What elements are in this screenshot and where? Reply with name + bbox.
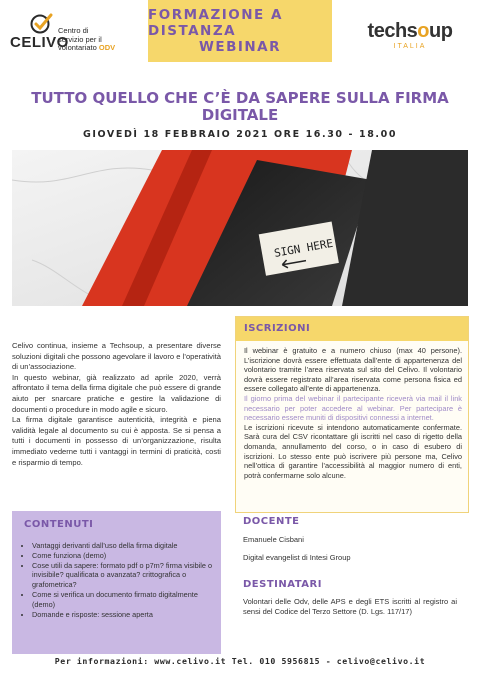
hero-photo — [12, 150, 468, 306]
description-paragraph: Celivo continua, insieme a Techsoup, a presentare diverse soluzioni digitali che possono agevolare il lavoro e l’operatività di un’associazione. — [12, 341, 221, 372]
docente-role: Digital evangelist di Intesi Group — [243, 553, 351, 562]
celivo-logo-icon — [30, 12, 54, 36]
celivo-tagline: Centro di servizio per il volontariato ODV — [58, 26, 116, 52]
contenuti-box — [12, 511, 221, 654]
techsoup-logo — [355, 20, 465, 60]
svg-text:SIGN HERE: SIGN HERE — [273, 236, 335, 260]
destinatari-title: DESTINATARI — [243, 579, 322, 590]
iscrizioni-box — [235, 316, 469, 513]
contenuti-list — [12, 541, 221, 619]
docente-name: Emanuele Cisbani — [243, 535, 304, 544]
contenuti-title: CONTENUTI — [24, 519, 94, 530]
iscrizioni-paragraph: Le iscrizioni ricevute si intendono automaticamente confermate. Sarà cura del CSV ricontattare gli iscritti nel caso di rigetto della domanda, annullamento del corso, o in caso di esubero di iscrizioni. Lo stesso ente può iscrivere più persone ma, Celivo nell’ottica di garantire l’accessibilità al maggior numero di enti, potrà confermarne solo alcune. — [244, 422, 462, 480]
list-item: • Cose utili da sapere: formato pdf o p7m? firma visibile o invisibile? qualificata o avanzata? crittografica o grafometrica? — [32, 561, 221, 590]
event-description — [12, 341, 221, 468]
event-type-banner — [148, 0, 332, 62]
destinatari-text: Volontari delle Odv, delle APS e degli ETS iscritti al registro ai sensi del Codice del Terzo Settore (D. Lgs. 117/17) — [243, 597, 457, 616]
list-item: • Come si verifica un documento firmato digitalmente (demo) — [32, 590, 221, 610]
docente-title: DOCENTE — [243, 516, 300, 527]
description-paragraph: La firma digitale garantisce autenticità, integrità e piena validità legale al documento su cui è apposta. Se si pensa a tutti i documenti in possesso di un’organizzazione, risulta immediato vederne tutti i vantaggi in termini di praticità, costi e risparmio di tempo. — [12, 415, 221, 467]
iscrizioni-paragraph: Il webinar è gratuito e a numero chiuso (max 40 persone). L’iscrizione dovrà essere effettuata dall’ente di appartenenza del volontario tramite l’area riservata sul sito del Celivo. Il volontario dovrà essere registrato all’area riservata come persona fisica ed essere collegato all’ente di appartenenza. — [244, 346, 462, 394]
banner-line-2: WEBINAR — [198, 39, 282, 55]
list-item: • Domande e risposte: sessione aperta — [32, 610, 221, 620]
banner-line-1: FORMAZIONE A DISTANZA — [148, 7, 283, 39]
description-paragraph: In questo webinar, già realizzato ad aprile 2020, verrà affrontato il tema della firma digitale che può essere di grande aiuto per snarcare pratiche e gestire la validazione di documenti o procedure in modo agile e sicuro. — [12, 372, 221, 414]
iscrizioni-title: ISCRIZIONI — [236, 317, 468, 341]
list-item: • Vantaggi derivanti dall’uso della firma digitale — [32, 541, 221, 551]
page-title: TUTTO QUELLO CHE C’È DA SAPERE SULLA FIRMA DIGITALE — [31, 89, 449, 124]
celivo-wordmark: CELIVO — [10, 34, 69, 51]
celivo-logo — [10, 12, 130, 52]
event-date: GIOVEDÌ 18 FEBBRAIO 2021 ORE 16.30 - 18.00 — [82, 129, 398, 140]
hero-illustration — [12, 150, 468, 306]
contact-footer: Per informazioni: www.celivo.it Tel. 010 5956815 - celivo@celivo.it — [54, 656, 426, 666]
iscrizioni-paragraph: Il giorno prima del webinar il partecipante riceverà via mail il link necessario per poter accedere al webinar. Per partecipare è necessario essere muniti di dispositivi connessi a internet. — [244, 393, 462, 423]
list-item: • Come funziona (demo) — [32, 551, 221, 561]
techsoup-wordmark: techsoup — [367, 20, 453, 42]
techsoup-country: ITALIA — [393, 43, 427, 50]
